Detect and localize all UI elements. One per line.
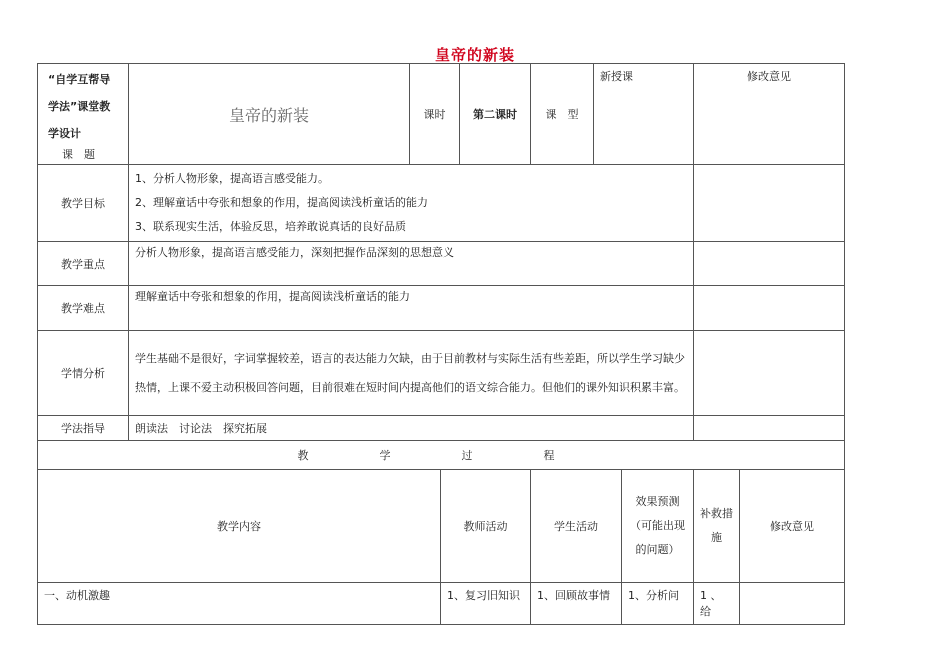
process-heading: 教 学 过 程 <box>38 441 845 470</box>
goals-cell <box>129 165 694 242</box>
col-effect-header: 效果预测（可能出现的问题） <box>622 470 694 583</box>
goal-item: 3、联系现实生活，体验反思，培养敢说真话的良好品质 <box>135 220 406 233</box>
process-cell: 1、回顾故事情 <box>531 583 622 625</box>
analysis-revision-cell <box>694 331 845 416</box>
process-cell: 1 、 给 <box>694 583 740 625</box>
lesson-type-label: 课 型 <box>531 64 594 165</box>
design-label-line-1: “自学互帮导 <box>48 73 111 86</box>
goal-item: 2、理解童话中夸张和想象的作用，提高阅读浅析童话的能力 <box>135 196 428 209</box>
period-label: 课时 <box>410 64 460 165</box>
lesson-type-value: 新授课 <box>594 64 694 165</box>
process-cell: 1、复习旧知识 <box>441 583 531 625</box>
design-label-cell <box>38 64 129 165</box>
difficulty-text: 理解童话中夸张和想象的作用，提高阅读浅析童话的能力 <box>129 286 694 331</box>
page-title: 皇帝的新装 <box>434 46 515 64</box>
key-revision-cell <box>694 242 845 286</box>
method-label: 学法指导 <box>38 416 129 441</box>
difficulty-label: 教学难点 <box>38 286 129 331</box>
goals-revision-cell <box>694 165 845 242</box>
revision-header: 修改意见 <box>694 64 845 165</box>
key-label: 教学重点 <box>38 242 129 286</box>
lesson-plan-table <box>37 63 845 470</box>
process-table <box>37 469 845 625</box>
col-content-header: 教学内容 <box>38 470 441 583</box>
topic-text: 皇帝的新装 <box>129 64 410 165</box>
key-text: 分析人物形象，提高语言感受能力，深刻把握作品深刻的思想意义 <box>129 242 694 286</box>
col-remedy-header: 补救措施 <box>694 470 740 583</box>
process-cell <box>740 583 845 625</box>
col-revision-header: 修改意见 <box>740 470 845 583</box>
design-label-line-2: 学法”课堂教 <box>48 100 111 113</box>
goal-item: 1、分析人物形象，提高语言感受能力。 <box>135 172 329 185</box>
analysis-text: 学生基础不是很好，字词掌握较差，语言的表达能力欠缺，由于目前教材与实际生活有些差距，所以学生学习缺少热情，上课不爱主动积极回答问题，目前很难在短时间内提高他们的语文综合能力。但他们的课外知识积累丰富。 <box>129 331 694 416</box>
process-cell: 1、分析问 <box>622 583 694 625</box>
col-teacher-header: 教师活动 <box>441 470 531 583</box>
method-revision-cell <box>694 416 845 441</box>
analysis-label: 学情分析 <box>38 331 129 416</box>
method-text: 朗读法 讨论法 探究拓展 <box>129 416 694 441</box>
goals-label: 教学目标 <box>38 165 129 242</box>
difficulty-revision-cell <box>694 286 845 331</box>
col-student-header: 学生活动 <box>531 470 622 583</box>
design-label-line-3: 学设计 <box>48 127 81 140</box>
topic-label: 课 题 <box>62 148 95 161</box>
process-cell: 一、动机激趣 <box>38 583 441 625</box>
period-value: 第二课时 <box>460 64 531 165</box>
